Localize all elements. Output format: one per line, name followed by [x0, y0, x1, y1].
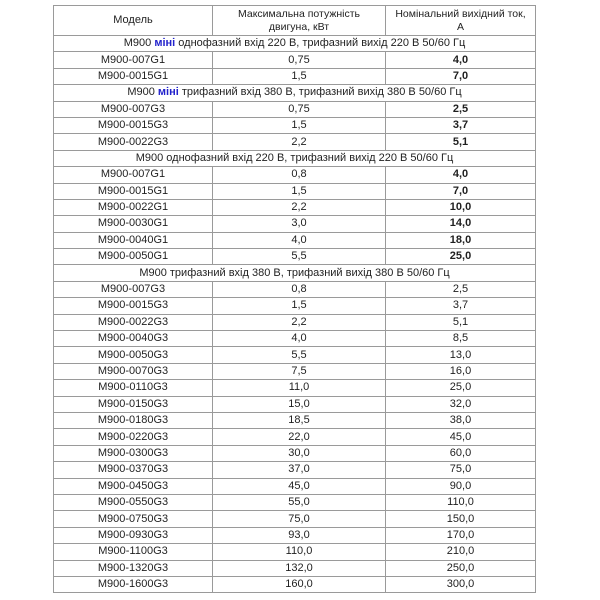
- table-row: [54, 544, 536, 560]
- model-cell: M900-0015G3: [54, 298, 213, 314]
- current-cell: 3,7: [386, 117, 536, 133]
- section-title: [54, 36, 536, 52]
- current-cell: 16,0: [386, 363, 536, 379]
- model-cell: M900-1600G3: [54, 576, 213, 592]
- power-cell: 5,5: [213, 347, 386, 363]
- power-cell: 45,0: [213, 478, 386, 494]
- section-title: [54, 85, 536, 101]
- table-row: [54, 511, 536, 527]
- model-cell: M900-0050G1: [54, 249, 213, 265]
- power-cell: 0,75: [213, 52, 386, 68]
- model-cell: M900-0022G1: [54, 199, 213, 215]
- power-cell: 3,0: [213, 216, 386, 232]
- model-cell: M900-0070G3: [54, 363, 213, 379]
- current-cell: 7,0: [386, 183, 536, 199]
- current-cell: 5,1: [386, 314, 536, 330]
- power-cell: 11,0: [213, 380, 386, 396]
- model-cell: M900-0930G3: [54, 527, 213, 543]
- section-title-suffix: однофазний вхід 220 В, трифазний вихід 220 В 50/60 Гц: [166, 151, 454, 164]
- model-cell: M900-0150G3: [54, 396, 213, 412]
- table-row: [54, 429, 536, 445]
- model-cell: M900-0015G1: [54, 68, 213, 84]
- power-cell: 2,2: [213, 314, 386, 330]
- current-cell: 4,0: [386, 52, 536, 68]
- current-cell: 170,0: [386, 527, 536, 543]
- power-cell: 2,2: [213, 134, 386, 150]
- power-cell: 2,2: [213, 199, 386, 215]
- power-cell: 160,0: [213, 576, 386, 592]
- current-cell: 75,0: [386, 462, 536, 478]
- table-row: [54, 478, 536, 494]
- power-cell: 5,5: [213, 249, 386, 265]
- table-row: [54, 412, 536, 428]
- current-cell: 38,0: [386, 412, 536, 428]
- model-cell: M900-0030G1: [54, 216, 213, 232]
- current-cell: 32,0: [386, 396, 536, 412]
- table-row: [54, 117, 536, 133]
- model-cell: M900-0040G1: [54, 232, 213, 248]
- power-cell: 22,0: [213, 429, 386, 445]
- table-row: [54, 52, 536, 68]
- model-cell: M900-1320G3: [54, 560, 213, 576]
- current-cell: 110,0: [386, 494, 536, 510]
- model-cell: M900-0220G3: [54, 429, 213, 445]
- table-row: [54, 527, 536, 543]
- table-row: [54, 494, 536, 510]
- model-cell: M900-007G1: [54, 52, 213, 68]
- power-cell: 1,5: [213, 68, 386, 84]
- header-max-power-line2: двигуна, кВт: [268, 20, 330, 33]
- current-cell: 2,5: [386, 281, 536, 297]
- table-row: [54, 347, 536, 363]
- section-title-prefix: М900: [139, 266, 170, 279]
- model-cell: M900-0015G1: [54, 183, 213, 199]
- model-cell: M900-0300G3: [54, 445, 213, 461]
- power-cell: 1,5: [213, 117, 386, 133]
- table-row: [54, 462, 536, 478]
- model-cell: M900-0110G3: [54, 380, 213, 396]
- power-cell: 37,0: [213, 462, 386, 478]
- power-cell: 4,0: [213, 331, 386, 347]
- current-cell: 18,0: [386, 232, 536, 248]
- current-cell: 25,0: [386, 249, 536, 265]
- table-row: [54, 183, 536, 199]
- current-cell: 5,1: [386, 134, 536, 150]
- model-spec-table: [53, 5, 536, 593]
- current-cell: 10,0: [386, 199, 536, 215]
- model-cell: M900-0022G3: [54, 134, 213, 150]
- power-cell: 15,0: [213, 396, 386, 412]
- power-cell: 1,5: [213, 298, 386, 314]
- section-title-suffix: однофазний вхід 220 В, трифазний вихід 220 В 50/60 Гц: [175, 37, 466, 50]
- current-cell: 3,7: [386, 298, 536, 314]
- header-row: [54, 6, 536, 36]
- table-row: [54, 249, 536, 265]
- model-cell: M900-0022G3: [54, 314, 213, 330]
- current-cell: 150,0: [386, 511, 536, 527]
- table-row: [54, 396, 536, 412]
- table-row: [54, 199, 536, 215]
- model-cell: M900-0015G3: [54, 117, 213, 133]
- power-cell: 7,5: [213, 363, 386, 379]
- header-max-power: [213, 6, 386, 36]
- table-row: [54, 232, 536, 248]
- section-title: [54, 265, 536, 281]
- table-row: [54, 216, 536, 232]
- section-title-prefix: М900: [127, 86, 158, 99]
- header-output-current: [386, 6, 536, 36]
- model-cell: M900-0040G3: [54, 331, 213, 347]
- table-row: [54, 445, 536, 461]
- table-row: [54, 314, 536, 330]
- current-cell: 90,0: [386, 478, 536, 494]
- power-cell: 4,0: [213, 232, 386, 248]
- model-cell: M900-1100G3: [54, 544, 213, 560]
- model-cell: M900-0750G3: [54, 511, 213, 527]
- header-model: Модель: [54, 6, 213, 36]
- current-cell: 7,0: [386, 68, 536, 84]
- power-cell: 0,75: [213, 101, 386, 117]
- table-row: [54, 298, 536, 314]
- section-title: [54, 150, 536, 166]
- current-cell: 4,0: [386, 167, 536, 183]
- section-title-mini-highlight: міні: [157, 86, 179, 99]
- power-cell: 93,0: [213, 527, 386, 543]
- model-cell: M900-0370G3: [54, 462, 213, 478]
- header-output-current-line1: Номінальний вихідний ток,: [395, 7, 526, 20]
- table-row: [54, 560, 536, 576]
- table-row: [54, 167, 536, 183]
- table-row: [54, 134, 536, 150]
- header-output-current-line2: А: [456, 20, 464, 33]
- table-row: [54, 363, 536, 379]
- power-cell: 0,8: [213, 281, 386, 297]
- model-cell: M900-0050G3: [54, 347, 213, 363]
- current-cell: 45,0: [386, 429, 536, 445]
- header-max-power-line1: Максимальна потужність: [237, 7, 361, 20]
- model-cell: M900-007G3: [54, 101, 213, 117]
- model-cell: M900-0450G3: [54, 478, 213, 494]
- model-cell: M900-007G3: [54, 281, 213, 297]
- section-title-prefix: М900: [135, 151, 167, 164]
- current-cell: 250,0: [386, 560, 536, 576]
- section-header-row: [54, 85, 536, 101]
- current-cell: 2,5: [386, 101, 536, 117]
- model-cell: M900-0180G3: [54, 412, 213, 428]
- current-cell: 13,0: [386, 347, 536, 363]
- current-cell: 25,0: [386, 380, 536, 396]
- section-header-row: [54, 150, 536, 166]
- model-cell: M900-007G1: [54, 167, 213, 183]
- section-title-suffix: трифазний вхід 380 В, трифазний вихід 380 В 50/60 Гц: [169, 266, 450, 279]
- section-header-row: [54, 265, 536, 281]
- section-title-mini-highlight: міні: [154, 37, 176, 50]
- power-cell: 0,8: [213, 167, 386, 183]
- current-cell: 14,0: [386, 216, 536, 232]
- power-cell: 18,5: [213, 412, 386, 428]
- power-cell: 55,0: [213, 494, 386, 510]
- table-row: [54, 101, 536, 117]
- power-cell: 132,0: [213, 560, 386, 576]
- power-cell: 110,0: [213, 544, 386, 560]
- current-cell: 8,5: [386, 331, 536, 347]
- power-cell: 1,5: [213, 183, 386, 199]
- table-row: [54, 576, 536, 592]
- table-row: [54, 281, 536, 297]
- model-table-body: [54, 36, 536, 593]
- table-row: [54, 68, 536, 84]
- section-header-row: [54, 36, 536, 52]
- table-row: [54, 331, 536, 347]
- current-cell: 300,0: [386, 576, 536, 592]
- current-cell: 210,0: [386, 544, 536, 560]
- power-cell: 30,0: [213, 445, 386, 461]
- power-cell: 75,0: [213, 511, 386, 527]
- section-title-suffix: трифазний вхід 380 В, трифазний вихід 380 В 50/60 Гц: [178, 86, 462, 99]
- model-cell: M900-0550G3: [54, 494, 213, 510]
- section-title-prefix: М900: [123, 37, 155, 50]
- table-row: [54, 380, 536, 396]
- current-cell: 60,0: [386, 445, 536, 461]
